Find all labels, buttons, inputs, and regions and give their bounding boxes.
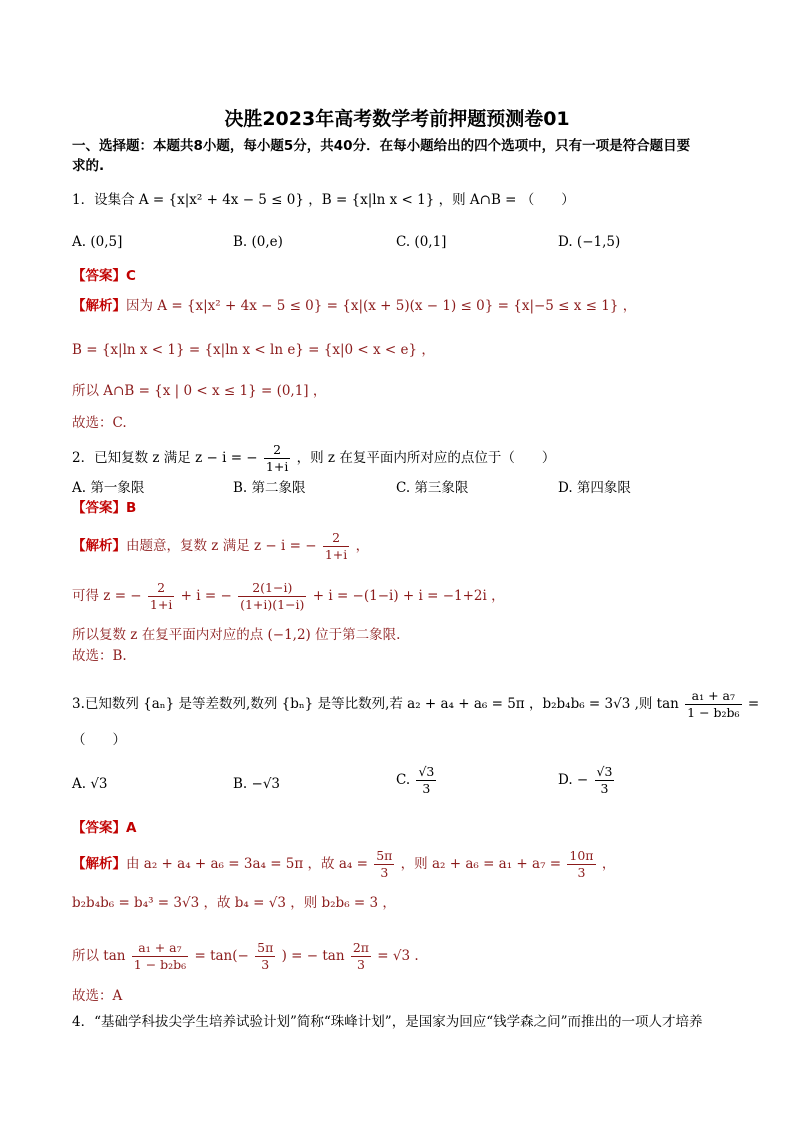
q3-stem-fraction xyxy=(685,688,741,721)
q2-stem xyxy=(72,442,555,475)
frac-den: 1 − b₂b₆ xyxy=(133,957,187,972)
q2-line2-pre: 可得 z = − xyxy=(72,588,142,604)
q3-analysis-line1 xyxy=(72,848,615,881)
q2-conclusion: 故选：B. xyxy=(72,648,127,664)
q2-frac-num: 2 xyxy=(264,442,290,459)
q3-line1-pre: 由 a₂ + a₄ + a₆ = 3a₄ = 5π ，故 a₄ = xyxy=(126,856,368,872)
answer-tag: 【答案】 xyxy=(72,820,126,836)
q3-answer-value: A xyxy=(126,820,137,836)
q2-analysis-pre: 由题意，复数 z 满足 z − i = − xyxy=(126,538,317,554)
q2-analysis-line1 xyxy=(72,530,369,563)
q3-option-d-label: D. − xyxy=(558,772,589,788)
frac-num: 2 xyxy=(323,530,349,547)
q3-stem-line2: （ ） xyxy=(72,732,126,748)
q2-answer-value: B xyxy=(126,500,137,516)
q3-stem-post: = xyxy=(747,696,760,712)
q3-line3-fraction1 xyxy=(132,940,188,973)
q3-option-a: A. √3 xyxy=(72,776,108,792)
q3-line3-fraction3 xyxy=(351,940,371,973)
frac-num: a₁ + a₇ xyxy=(685,688,741,705)
answer-tag: 【答案】 xyxy=(72,500,126,516)
q3-line3-pre: 所以 tan xyxy=(72,948,126,964)
frac-num: 10π xyxy=(569,848,594,863)
analysis-tag: 【解析】 xyxy=(72,298,126,314)
q2-stem-pre: 2．已知复数 z 满足 z − i = − xyxy=(72,450,258,466)
q3-option-b: B. −√3 xyxy=(233,776,281,792)
section-heading: 一、选择题：本题共8小题，每小题5分，共40分．在每小题给出的四个选项中，只有一项是符合题目要 xyxy=(72,138,691,154)
q3-option-d-fraction xyxy=(595,764,615,797)
q2-frac-den: 1+i xyxy=(265,459,289,474)
frac-den: 1+i xyxy=(324,547,348,562)
answer-tag: 【答案】 xyxy=(72,268,126,284)
q1-analysis-text1: 因为 A = {x|x² + 4x − 5 ≤ 0} = {x|(x + 5)(x − 1) ≤ 0} = {x|−5 ≤ x ≤ 1} ， xyxy=(126,298,637,314)
frac-den: 3 xyxy=(261,957,270,972)
q3-line3-post: = √3 . xyxy=(377,948,419,964)
frac-den: 1+i xyxy=(149,597,173,612)
frac-den: 3 xyxy=(600,781,609,796)
q2-stem-post: ，则 z 在复平面内所对应的点位于（ ） xyxy=(296,450,556,466)
q1-option-b: B. (0,e) xyxy=(233,234,283,250)
q3-line1-post: ， xyxy=(601,856,616,872)
q2-analysis-fraction xyxy=(323,530,349,563)
frac-num: 2(1−i) xyxy=(238,580,306,597)
q1-analysis-line1 xyxy=(72,296,636,316)
q3-conclusion: 故选：A xyxy=(72,988,123,1004)
q4-stem: 4．“基础学科拔尖学生培养试验计划”简称“珠峰计划”，是国家为回应“钱学森之问”而推出的一项人才培养 xyxy=(72,1014,703,1030)
q3-stem-pre: 3.已知数列 {aₙ} 是等差数列,数列 {bₙ} 是等比数列,若 a₂ + a₄ + a₆ = 5π ，b₂b₄b₆ = 3√3 ,则 tan xyxy=(72,696,679,712)
q1-option-a: A. (0,5] xyxy=(72,234,123,250)
frac-num: 5π xyxy=(376,848,393,863)
q1-answer-value: C xyxy=(126,268,136,284)
q2-option-b: B. 第二象限 xyxy=(233,480,306,496)
q1-option-d: D. (−1,5) xyxy=(558,234,621,250)
q3-line3-fraction2 xyxy=(255,940,275,973)
q2-option-d: D. 第四象限 xyxy=(558,480,631,496)
q1-analysis-line3: 所以 A∩B = {x | 0 < x ≤ 1} = (0,1] ， xyxy=(72,383,327,399)
q1-conclusion: 故选：C. xyxy=(72,415,127,431)
frac-den: 3 xyxy=(380,865,389,880)
q3-line1-fraction1 xyxy=(374,848,394,881)
q3-option-c-label: C. xyxy=(396,772,411,788)
q2-line2-post: + i = −(1−i) + i = −1+2i ， xyxy=(312,588,505,604)
q3-line3-mid2: ) = − tan xyxy=(281,948,345,964)
q2-answer xyxy=(72,498,136,518)
q2-line2-fraction2 xyxy=(238,580,306,613)
q3-analysis-line2: b₂b₄b₆ = b₄³ = 3√3 ，故 b₄ = √3 ，则 b₂b₆ = 3 ， xyxy=(72,895,396,911)
analysis-tag: 【解析】 xyxy=(72,538,126,554)
section-heading-cont: 求的. xyxy=(72,158,105,174)
q2-option-a: A. 第一象限 xyxy=(72,480,145,496)
q2-analysis-line3: 所以复数 z 在复平面内对应的点 (−1,2) 位于第二象限. xyxy=(72,627,401,643)
q3-option-d xyxy=(558,764,616,797)
q2-option-c: C. 第三象限 xyxy=(396,480,469,496)
q1-analysis-line2: B = {x|ln x < 1} = {x|ln x < ln e} = {x|0 < x < e} ， xyxy=(72,342,435,358)
q2-analysis-line2 xyxy=(72,580,505,613)
q1-answer xyxy=(72,266,136,286)
frac-num: a₁ + a₇ xyxy=(132,940,188,957)
analysis-tag: 【解析】 xyxy=(72,856,126,872)
frac-num: 2π xyxy=(352,940,369,955)
frac-den: 1 − b₂b₆ xyxy=(687,705,740,720)
frac-den: 3 xyxy=(577,865,586,880)
q3-line3-mid1: = tan(− xyxy=(194,948,249,964)
q3-option-c xyxy=(396,764,438,797)
frac-num: 5π xyxy=(257,940,274,955)
q3-answer xyxy=(72,818,136,838)
q2-analysis-post: ， xyxy=(355,538,370,554)
frac-den: (1+i)(1−i) xyxy=(240,597,305,612)
q2-line2-fraction1 xyxy=(148,580,174,613)
frac-num: √3 xyxy=(596,764,613,779)
q2-line2-mid: + i = − xyxy=(180,588,232,604)
q2-stem-fraction xyxy=(264,442,290,475)
q3-analysis-line3 xyxy=(72,940,419,973)
q1-stem: 1．设集合 A = {x|x² + 4x − 5 ≤ 0} ，B = {x|ln x < 1} ，则 A∩B = （ ） xyxy=(72,192,575,208)
q3-stem xyxy=(72,688,759,721)
frac-num: √3 xyxy=(418,764,435,779)
frac-num: 2 xyxy=(148,580,174,597)
q3-line1-fraction2 xyxy=(567,848,595,881)
q1-option-c: C. (0,1] xyxy=(396,234,447,250)
frac-den: 3 xyxy=(422,781,431,796)
frac-den: 3 xyxy=(356,957,365,972)
page-title: 决胜2023年高考数学考前押题预测卷01 xyxy=(224,108,570,130)
q3-option-c-fraction xyxy=(416,764,436,797)
q3-line1-mid: ，则 a₂ + a₆ = a₁ + a₇ = xyxy=(400,856,562,872)
